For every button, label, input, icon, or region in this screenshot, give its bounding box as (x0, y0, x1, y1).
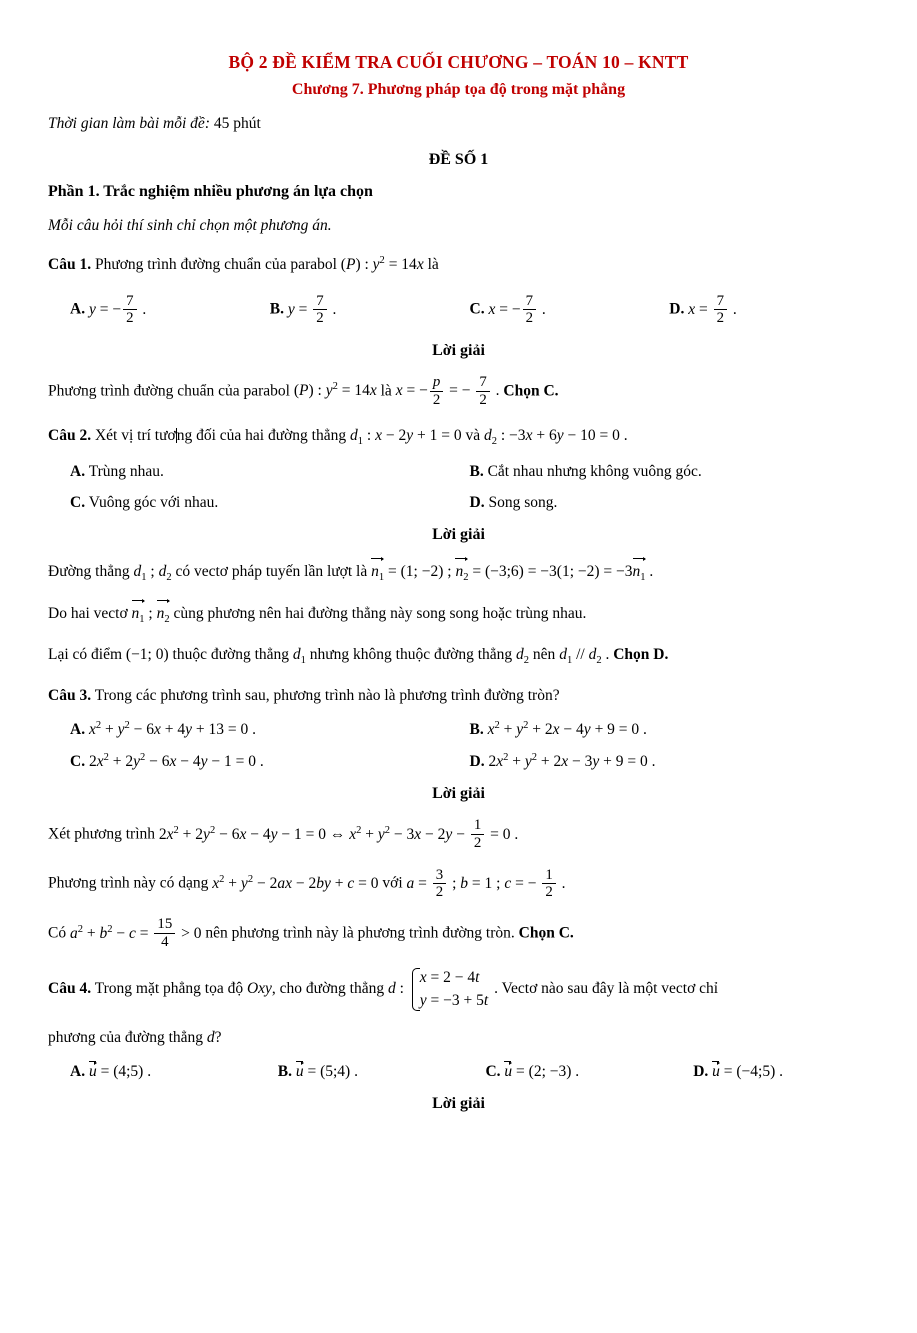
q1-solution-heading: Lời giải (432, 341, 485, 359)
q2-label-c: C. (70, 493, 86, 511)
q3-expr-a: $x^2 + y^2 - 6x + 4y + 13 = 0$ . (88, 719, 257, 738)
q2-sol3-d: nên (532, 645, 556, 663)
question-4 (48, 966, 869, 1013)
q1-answer-key: Chọn C. (503, 382, 559, 400)
q3-label-d: D. (469, 753, 485, 771)
q4-option-b[interactable] (278, 1062, 486, 1081)
q2-d2-expr: $d_2$ : −3x + 6y − 10 = 0 . (483, 426, 628, 448)
q4-text-b: , cho đường thẳng (271, 979, 385, 997)
q2-sol1-expr: $n_1 = (1$; −2) ; $n_2$ = (−3;6) = −3(1; $-2) = -3n_1$ . (371, 563, 653, 580)
q3-sol2-form: $x^2 + y^2 - 2ax - 2by + c = 0$ (212, 874, 383, 893)
part1-heading: Phần 1. Trắc nghiệm nhiều phương án lựa chọn (48, 183, 373, 201)
q2-option-a[interactable] (70, 463, 470, 481)
q1-label-c: C. (469, 301, 485, 319)
q2-sol2-vectors: $n_1$ ; $n_2$ (132, 605, 174, 622)
q1-option-d[interactable] (669, 293, 869, 327)
q3-solution-line2 (48, 867, 869, 901)
q2-label-b: B. (469, 462, 484, 480)
q3-sol3-b: nên phương trình này là phương trình đường tròn. (205, 924, 515, 942)
q2-d1-expr: $d_1$ : x − 2y + 1 = 0 (350, 426, 466, 448)
q2-option-c[interactable] (70, 494, 470, 512)
part1-note: Mỗi câu hỏi thí sinh chỉ chọn một phương án. (48, 217, 332, 235)
q2-option-d[interactable] (470, 494, 870, 512)
q1-label-d: D. (669, 301, 685, 319)
time-label: Thời gian làm bài mỗi đề: (48, 115, 210, 132)
q2-text-option-d: Song song. (488, 493, 558, 511)
q1-options (48, 293, 869, 327)
q3-sol1-expr: $2x^2 + 2y^2 - 6x - 4y - 1 = 0$ ⇔ $x^2 + y^2 - 3x - 2y$ − $\frac{1}{2}$ = 0 . (158, 817, 519, 852)
q1-sol-text-a: Phương trình đường chuẩn của parabol (48, 382, 290, 400)
q4-options (48, 1062, 869, 1081)
q4-text-a: Trong mặt phẳng tọa độ (94, 979, 244, 997)
q1-solution (48, 375, 869, 409)
q2-option-b[interactable] (470, 463, 870, 481)
text-cursor (176, 428, 177, 443)
q4-sys-row2: y = −3 + 5t (419, 992, 489, 1010)
q3-expr-c: $2x^2 + 2y^2 - 6x - 4y - 1 = 0$ . (88, 752, 264, 771)
q2-sol1-dd: $d_1$ ; $d_2$ (133, 562, 172, 583)
page-title: BỘ 2 ĐỀ KIỂM TRA CUỐI CHƯƠNG – TOÁN 10 – KNTT (228, 52, 689, 72)
q1-sol-parabola: (P) : $y^2 = 14x$ (293, 381, 377, 400)
q3-sol3-expr: $a^2 + b^2 - c$ = $\frac{15}{4}$ > 0 (69, 916, 206, 950)
q2-sol2-a: Do hai vectơ (48, 604, 128, 622)
time-value: 45 phút (213, 115, 261, 132)
q1-number: Câu 1. (48, 256, 92, 274)
q3-label-c: C. (70, 753, 86, 771)
q4-expr-b: u = (5;4) . (295, 1063, 358, 1081)
q2-number: Câu 2. (48, 426, 92, 444)
q3-expr-d: $2x^2 + y^2 + 2x - 3y + 9 = 0$ . (488, 752, 656, 771)
q4-sys-row1: x = 2 − 4t (419, 969, 480, 987)
q3-sol1-a: Xét phương trình (48, 825, 156, 843)
q2-sol3-d2: $d_2$ (516, 645, 530, 666)
q1-parabola-expr: (P) : $y^2 = 14x$ (340, 254, 424, 274)
q3-text: Trong các phương trình sau, phương trình nào là phương trình đường tròn? (94, 686, 560, 704)
q2-text-a: Xét vị trí tương đối của hai đường thẳng (94, 426, 347, 444)
q3-option-d[interactable] (470, 752, 870, 771)
page-subtitle: Chương 7. Phương pháp tọa độ trong mặt phẳng (291, 81, 626, 98)
q3-solution-heading: Lời giải (432, 785, 485, 803)
q3-sol2-a: Phương trình này có dạng (48, 875, 209, 893)
q3-label-b: B. (469, 721, 484, 738)
q3-option-b[interactable] (470, 720, 870, 739)
q2-solution-line1 (48, 559, 869, 586)
q4-oxy: Oxy (246, 979, 272, 997)
q4-option-a[interactable] (70, 1062, 278, 1081)
question-3 (48, 684, 869, 707)
q2-solution-line2 (48, 601, 869, 628)
q2-sol2-b: cùng phương nên hai đường thẳng này song song hoặc trùng nhau. (173, 604, 587, 622)
q3-options-row2 (48, 752, 869, 771)
q4-label-b: B. (277, 1063, 292, 1081)
q4-text-continued (48, 1027, 869, 1049)
q2-text-option-a: Trùng nhau. (88, 462, 164, 480)
q2-sol3-b: thuộc đường thẳng (172, 645, 290, 663)
q2-sol3-a: Lại có điểm (48, 645, 123, 663)
q3-sol2-b: với (382, 875, 403, 893)
q3-answer-key: Chọn C. (518, 924, 574, 942)
q4-solution-heading: Lời giải (432, 1095, 485, 1113)
q1-text-a: Phương trình đường chuẩn của parabol (94, 256, 337, 274)
q4-label-c: C. (485, 1063, 501, 1081)
q4-number: Câu 4. (48, 979, 92, 997)
q4-expr-d: u = (−4;5) . (712, 1063, 784, 1081)
question-1 (48, 253, 869, 276)
q4-text-c: . Vectơ nào sau đây là một vectơ chỉ (494, 979, 719, 997)
q1-option-c[interactable] (470, 293, 670, 327)
q3-solution-line1 (48, 818, 869, 852)
q2-solution-heading: Lời giải (432, 525, 485, 543)
q2-text-option-c: Vuông góc với nhau. (88, 493, 219, 511)
q2-label-d: D. (469, 493, 485, 511)
q2-sol1-b: có vectơ pháp tuyến lần lượt là (175, 562, 368, 580)
q1-sol-expr: x = − $\frac{p}{2}$ = − $\frac{7}{2}$ . (395, 373, 504, 408)
q1-label-a: A. (70, 301, 86, 319)
q2-options-row1 (48, 463, 869, 481)
q4-expr-c: u = (2; −3) . (504, 1063, 580, 1081)
q1-label-b: B. (269, 301, 284, 319)
q1-option-b[interactable] (270, 293, 470, 327)
exam-number: ĐỀ SỐ 1 (428, 151, 489, 169)
q3-sol3-a: Có (48, 924, 67, 942)
q1-text-b: là (427, 256, 439, 274)
q1-expr-b: y = $\frac{7}{2}$ . (287, 292, 337, 327)
q4-label-d: D. (693, 1063, 709, 1081)
q2-sol3-concl: $d_1 // d_2$ . (559, 645, 614, 666)
q3-number: Câu 3. (48, 686, 92, 704)
q4-d-label: d : (387, 979, 404, 997)
q4-d2: d (206, 1028, 215, 1046)
time-line (48, 113, 869, 135)
q4-option-c[interactable] (485, 1062, 693, 1081)
q3-solution-line3 (48, 917, 869, 951)
q4-text-e: ? (214, 1028, 222, 1046)
q2-label-a: A. (70, 462, 86, 480)
q1-sol-text-b: là (380, 382, 392, 400)
q2-and: và (465, 426, 481, 444)
q2-sol1-a: Đường thẳng (48, 562, 130, 580)
q4-label-a: A. (70, 1063, 86, 1081)
q4-text-d: phương của đường thẳng (48, 1028, 204, 1046)
q1-expr-d: x = $\frac{7}{2}$ . (688, 292, 737, 327)
q1-option-a[interactable] (70, 293, 270, 327)
q4-parametric-system (410, 966, 488, 1013)
q2-sol3-c: nhưng không thuộc đường thẳng (309, 645, 513, 663)
q3-option-a[interactable] (70, 720, 470, 739)
q1-expr-a: y = − $\frac{7}{2}$ . (88, 292, 147, 327)
q2-sol3-d1: $d_1$ (292, 645, 306, 666)
q2-solution-line3 (48, 643, 869, 669)
q1-expr-c: x = − $\frac{7}{2}$ . (488, 292, 546, 327)
q2-options-row2 (48, 494, 869, 512)
q4-expr-a: u = (4;5) . (88, 1063, 152, 1081)
q3-label-a: A. (70, 721, 86, 738)
q4-option-d[interactable] (693, 1062, 869, 1081)
q2-sol3-point: (−1; 0) (125, 645, 169, 663)
q2-text-option-b: Cắt nhau nhưng không vuông góc. (487, 462, 702, 480)
q3-option-c[interactable] (70, 752, 470, 771)
question-2 (48, 424, 869, 450)
q2-answer-key: Chọn D. (613, 645, 669, 663)
q3-expr-b: $x^2 + y^2 + 2x - 4y + 9 = 0$ . (487, 719, 647, 738)
q3-sol2-vals: a = $\frac{3}{2}$ ; b = 1 ; c = − $\frac{1}{2}$ . (406, 866, 566, 901)
q3-options-row1 (48, 720, 869, 739)
